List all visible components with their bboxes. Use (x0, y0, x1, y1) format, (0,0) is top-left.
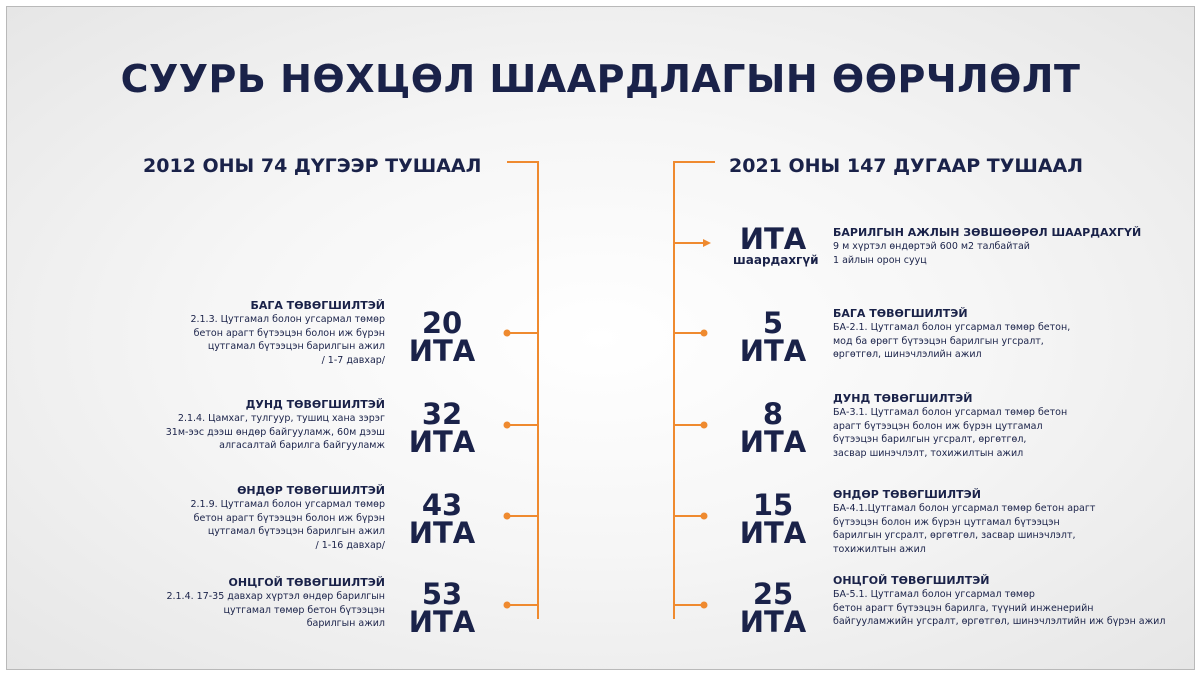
right-top-number: ИТА (739, 222, 807, 256)
right-item-1-text: БА-2.1. Цутгамал болон угсармал төмөр бетон, мод ба өрөгт бүтээцэн барилгын угсралт, өргөтгөл, шинэчлэлийн ажил (833, 322, 1071, 360)
right-item-1 (833, 307, 1163, 362)
left-item-1-connector (507, 332, 538, 334)
infographic-canvas (6, 6, 1195, 670)
left-item-1-badge (402, 306, 482, 368)
left-item-2-unit: ИТА (408, 425, 476, 459)
left-item-2-badge (402, 397, 482, 459)
left-item-3-badge (402, 488, 482, 550)
left-item-4-unit: ИТА (408, 605, 476, 639)
right-item-2-title: ДУНД ТӨВӨГШИЛТЭЙ (833, 392, 973, 405)
right-item-2 (833, 392, 1163, 460)
right-item-1-badge (733, 306, 813, 368)
left-item-1-number: 20 (421, 306, 463, 340)
right-item-2-connector (674, 424, 704, 426)
right-item-1-connector (674, 332, 704, 334)
right-top-text: 9 м хүртэл өндөртэй 600 м2 талбайтай 1 айлын орон сууц (833, 241, 1030, 266)
left-timeline (537, 161, 539, 619)
right-item-1-dot (701, 330, 708, 337)
right-item-2-badge (733, 397, 813, 459)
right-column-heading: 2021 ОНЫ 147 ДУГААР ТУШААЛ (729, 155, 1084, 177)
left-item-3-text: 2.1.9. Цутгамал болон угсармал төмөр бетон арагт бүтээцэн болон иж бүрэн цутгамал бүтээцэн барилгын ажил / 1-16 давхар/ (190, 499, 385, 551)
right-timeline (673, 161, 675, 619)
right-item-3 (833, 488, 1173, 556)
left-item-4-text: 2.1.4. 17-35 давхар хүртэл өндөр барилгын цутгамал төмөр бетон бүтээцэн барилгын ажил (166, 591, 385, 629)
right-item-3-text: БА-4.1.Цутгамал болон угсармал төмөр бетон арагт бүтээцэн болон иж бүрэн цутгамал бүтээцэн барилгын угсралт, өргөтгөл, засвар шинэчлэлт, тохижилтын ажил (833, 503, 1096, 555)
left-item-2-title: ДУНД ТӨВӨГШИЛТЭЙ (245, 398, 385, 411)
right-top-connector (674, 242, 704, 244)
left-column-heading: 2012 ОНЫ 74 ДҮГЭЭР ТУШААЛ (143, 155, 482, 177)
right-top-item (833, 226, 1163, 267)
right-item-3-dot (701, 513, 708, 520)
left-item-1-dot (504, 330, 511, 337)
left-item-3 (157, 484, 385, 552)
page-title: СУУРЬ НӨХЦӨЛ ШААРДЛАГЫН ӨӨРЧЛӨЛТ (120, 57, 1081, 101)
right-item-1-number: 5 (762, 306, 784, 340)
right-item-4-title: ОНЦГОЙ ТӨВӨГШИЛТЭЙ (833, 574, 990, 587)
left-item-2-text: 2.1.4. Цамхаг, тулгуур, тушиц хана зэрэг 31м-ээс дээш өндөр байгууламж, 60м дээш алгасалтай барилга байгууламж (165, 413, 385, 451)
right-item-1-title: БАГА ТӨВӨГШИЛТЭЙ (833, 307, 968, 320)
right-item-2-unit: ИТА (739, 425, 807, 459)
right-item-3-badge (733, 488, 813, 550)
left-item-4-badge (402, 577, 482, 639)
left-item-1-text: 2.1.3. Цутгамал болон угсармал төмөр бетон арагт бүтээцэн болон иж бүрэн цутгамал бүтээцэн барилгын ажил / 1-7 давхар/ (190, 314, 385, 366)
right-top-unit: шаардахгүй (733, 253, 819, 267)
left-item-3-title: ӨНДӨР ТӨВӨГШИЛТЭЙ (237, 484, 385, 497)
left-item-1 (157, 299, 385, 367)
right-item-4-number: 25 (752, 577, 794, 611)
right-item-4-dot (701, 602, 708, 609)
right-item-3-title: ӨНДӨР ТӨВӨГШИЛТЭЙ (833, 488, 981, 501)
left-item-1-unit: ИТА (408, 334, 476, 368)
right-top-title: БАРИЛГЫН АЖЛЫН ЗӨВШӨӨРӨЛ ШААРДАХГҮЙ (833, 226, 1142, 239)
right-heading-connector (673, 161, 715, 163)
right-item-1-unit: ИТА (739, 334, 807, 368)
left-heading-connector (507, 161, 538, 163)
left-item-3-number: 43 (421, 488, 463, 522)
right-item-4-unit: ИТА (739, 605, 807, 639)
right-item-4 (833, 574, 1183, 629)
left-item-4-number: 53 (421, 577, 463, 611)
left-item-3-connector (507, 515, 538, 517)
left-item-2 (137, 398, 385, 453)
right-item-3-number: 15 (752, 488, 794, 522)
left-item-4-title: ОНЦГОЙ ТӨВӨГШИЛТЭЙ (228, 576, 385, 589)
right-item-4-text: БА-5.1. Цутгамал болон угсармал төмөр бетон арагт бүтээцэн барилга, түүний инженерийн байгууламжийн угсралт, өргөтгөл, шинэчлэлтийн иж бүрэн ажил (833, 589, 1166, 627)
left-item-1-title: БАГА ТӨВӨГШИЛТЭЙ (250, 299, 385, 312)
left-item-4 (147, 576, 385, 631)
right-item-3-connector (674, 515, 704, 517)
left-item-2-dot (504, 422, 511, 429)
right-item-2-dot (701, 422, 708, 429)
left-item-2-number: 32 (421, 397, 463, 431)
right-item-3-unit: ИТА (739, 516, 807, 550)
left-item-3-unit: ИТА (408, 516, 476, 550)
left-item-3-dot (504, 513, 511, 520)
right-item-4-connector (674, 604, 704, 606)
left-item-2-connector (507, 424, 538, 426)
left-item-4-connector (507, 604, 538, 606)
right-item-2-text: БА-3.1. Цутгамал болон угсармал төмөр бетон арагт бүтээцэн болон иж бүрэн цутгамал бүтээцэн барилгын угсралт, өргөтгөл, засвар шинэчлэлт, тохижилтын ажил (833, 407, 1068, 459)
right-item-4-badge (733, 577, 813, 639)
right-item-2-number: 8 (762, 397, 784, 431)
left-item-4-dot (504, 602, 511, 609)
right-top-badge (733, 222, 819, 267)
right-top-arrow-icon (703, 239, 711, 247)
